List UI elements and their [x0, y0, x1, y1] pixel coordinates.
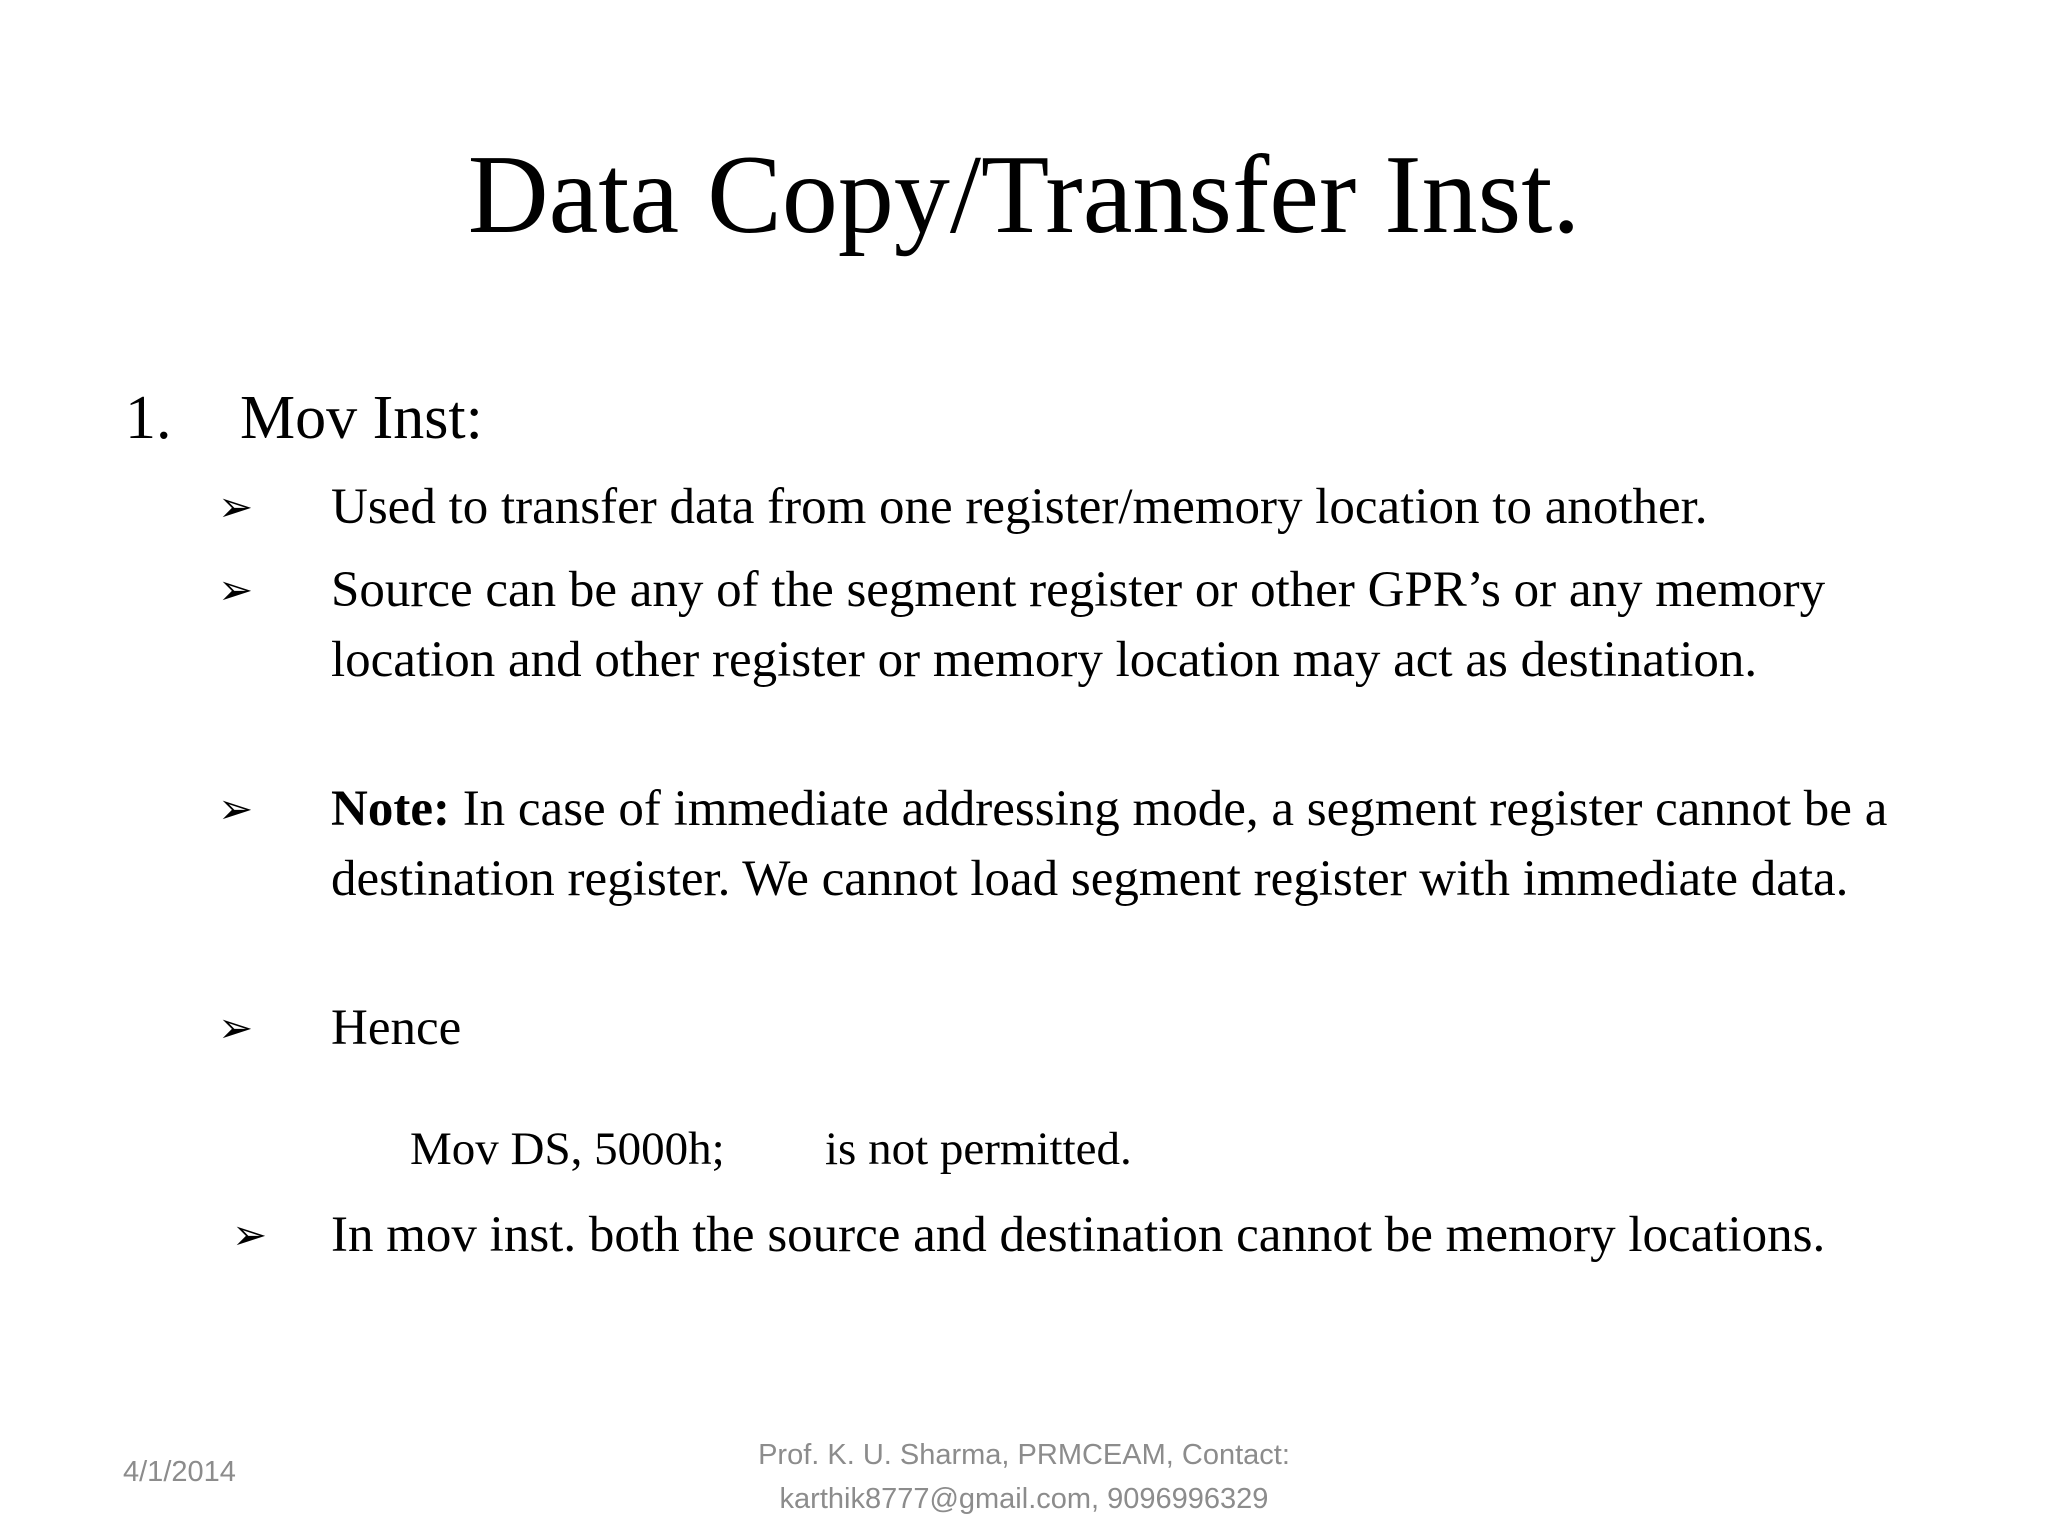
- arrow-bullet-icon: ➢: [218, 482, 254, 531]
- bullet-text: Used to transfer data from one register/memory location to another.: [331, 479, 1708, 535]
- footer-date: 4/1/2014: [123, 1456, 236, 1488]
- arrow-bullet-icon: ➢: [232, 1210, 268, 1259]
- note-label: Note:: [331, 781, 450, 837]
- example-line: [410, 1117, 1132, 1181]
- bullet-text: In mov inst. both the source and destination cannot be memory locations.: [331, 1207, 1826, 1263]
- bullet-item: [218, 555, 1938, 695]
- footer-author-line: Prof. K. U. Sharma, PRMCEAM, Contact:: [758, 1439, 1290, 1471]
- bullet-text: [331, 774, 1938, 914]
- bullet-item: [218, 774, 1938, 914]
- bullet-item: [218, 472, 1938, 542]
- section-label: Mov Inst:: [240, 384, 483, 452]
- bullet-text: Source can be any of the segment register or other GPR’s or any memory location and other register or memory location may act as destination.: [331, 562, 1826, 688]
- bullet-item: [232, 1200, 1952, 1270]
- example-code: Mov DS, 5000h;: [410, 1123, 725, 1175]
- arrow-bullet-icon: ➢: [218, 784, 254, 833]
- section-number: 1.: [125, 384, 172, 452]
- bullet-item: [218, 993, 1938, 1063]
- arrow-bullet-icon: ➢: [218, 1003, 254, 1052]
- example-comment: is not permitted.: [825, 1123, 1132, 1175]
- slide-title: Data Copy/Transfer Inst.: [467, 133, 1581, 257]
- bullet-text: Hence: [331, 1000, 462, 1056]
- footer-author: [620, 1433, 1428, 1521]
- note-text: In case of immediate addressing mode, a segment register cannot be a destination register. We cannot load segment register with immediate data.: [331, 781, 1888, 907]
- section-heading: [125, 380, 483, 456]
- footer-contact-line: karthik8777@gmail.com, 9096996329: [779, 1483, 1269, 1515]
- arrow-bullet-icon: ➢: [218, 565, 254, 614]
